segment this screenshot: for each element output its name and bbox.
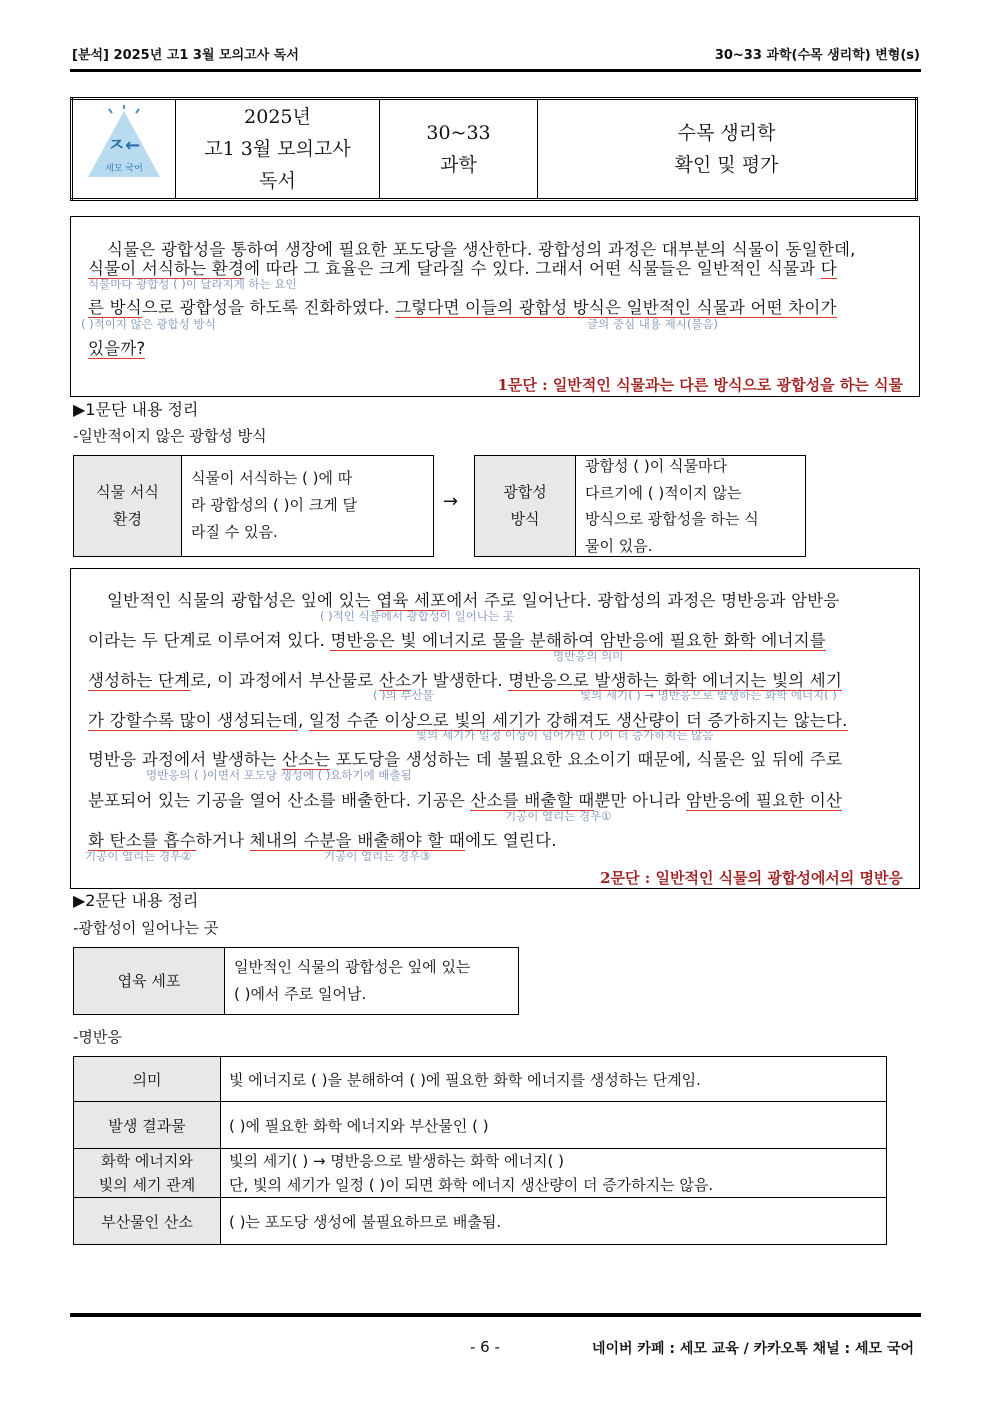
- title-range-cell: [380, 99, 538, 200]
- row-value: ( )는 포도당 생성에 불필요하므로 배출됨.: [221, 1198, 887, 1245]
- row-value: ( )에 필요한 화학 에너지와 부산물인 ( ): [221, 1102, 887, 1149]
- p2-annotation-5: 빛의 세기가 일정 이상이 넘어가면 ( )이 더 증가하지는 않음: [416, 728, 714, 742]
- p1-line3: 른 방식으로 광합성을 하도록 진화하였다. 그렇다면 이들의 광합성 방식은 일반적인 식물과 어떤 차이가: [88, 298, 837, 317]
- p2-annotation-4: 빛의 세기( ) → 명반응으로 발생하는 화학 에너지( ): [580, 688, 837, 702]
- p2-line4: 가 강할수록 많이 생성되는데, 일정 수준 이상으로 빛의 세기가 강해져도 생산량이 더 증가하지는 않는다.: [88, 711, 848, 730]
- title-subject: 독서: [259, 170, 296, 192]
- p1-line1: 식물은 광합성을 통하여 생장에 필요한 포도당을 생산한다. 광합성의 과정은 대부분의 식물이 동일한데,: [107, 240, 856, 259]
- s1-box1-label-line2: 환경: [113, 510, 142, 528]
- row-key: 의미: [74, 1057, 221, 1102]
- s1-box2-text-line2: 다르기에 ( )적이지 않는: [585, 483, 742, 502]
- arrow-right-icon: →: [443, 491, 459, 512]
- title-exam-cell: [176, 99, 380, 200]
- title-year: 2025년: [244, 106, 311, 128]
- section2-heading: ▶2문단 내용 정리: [73, 891, 199, 910]
- section2-subheading-2: -명반응: [73, 1028, 122, 1046]
- table-row: [74, 1102, 887, 1149]
- semo-logo-icon: [84, 105, 164, 183]
- p2-annotation-6: 명반응의 ( )이면서 포도당 생성에 ( )요하기에 배출됨: [146, 768, 412, 782]
- s1-box2-text-line4: 물이 있음.: [585, 536, 653, 555]
- p2-annotation-1: ( )적인 식물에서 광합성이 일어나는 곳: [320, 609, 514, 623]
- title-area: 과학: [440, 154, 477, 176]
- title-range: 30~33: [426, 122, 491, 144]
- p2-line2: 이라는 두 단계로 이루어져 있다. 명반응은 빛 에너지로 물을 분해하여 암반응에 필요한 화학 에너지를: [88, 631, 826, 650]
- table-row: [74, 1149, 887, 1198]
- p1-annotation-2: ( )적이지 않은 광합성 방식: [81, 317, 216, 331]
- row-key: 부산물인 산소: [74, 1198, 221, 1245]
- s1-box2-text-line3: 방식으로 광합성을 하는 식: [585, 510, 759, 528]
- p1-summary: 1문단 : 일반적인 식물과는 다른 방식으로 광합성을 하는 식물: [497, 376, 903, 394]
- row-key: 화학 에너지와 빛의 세기 관계: [74, 1149, 221, 1198]
- s1-box1-text-line1: 식물이 서식하는 ( )에 따: [191, 469, 353, 487]
- title-topic: 수목 생리학: [677, 122, 776, 144]
- s1-box2-content: [575, 455, 806, 557]
- s2-box-content: [224, 947, 519, 1015]
- section1-heading: ▶1문단 내용 정리: [73, 400, 199, 419]
- p1-annotation-3: 글의 중심 내용 제시(물음): [587, 317, 719, 331]
- p2-line6: 분포되어 있는 기공을 열어 산소를 배출한다. 기공은 산소를 배출할 때뿐만 아니라 암반응에 필요한 이산: [88, 791, 843, 810]
- s1-box1-text-line2: 라 광합성의 ( )이 크게 달: [191, 496, 357, 514]
- section2-subheading-1: -광합성이 일어나는 곳: [73, 919, 219, 937]
- s1-box1-label-line1: 식물 서식: [96, 483, 159, 501]
- s1-box2-label-line2: 방식: [510, 510, 540, 528]
- p2-annotation-7: 기공이 열리는 경우①: [505, 809, 612, 823]
- svg-text:ㅈ←: ㅈ←: [107, 135, 141, 156]
- footer-text: 네이버 카페 : 세모 교육 / 카카오톡 채널 : 세모 국어: [591, 1341, 914, 1357]
- title-purpose: 확인 및 평가: [674, 154, 779, 176]
- s1-box1-text-line3: 라질 수 있음.: [191, 523, 278, 541]
- s1-box2-label: [474, 455, 576, 557]
- p1-line2: 식물이 서식하는 환경에 따라 그 효율은 크게 달라질 수 있다. 그래서 어떤 식물들은 일반적인 식물과 다: [88, 259, 837, 278]
- p2-line3: 생성하는 단계로, 이 과정에서 부산물로 산소가 발생한다. 명반응으로 발생하는 화학 에너지는 빛의 세기: [88, 671, 843, 690]
- s2-box-text-line2: ( )에서 주로 일어남.: [234, 985, 367, 1003]
- logo-cell: [72, 99, 176, 200]
- p2-annotation-2: 명반응의 의미: [553, 649, 624, 663]
- p1-line4: 있을까?: [88, 339, 146, 358]
- s1-box2-label-line1: 광합성: [503, 483, 547, 501]
- footer-rule: [70, 1313, 921, 1317]
- table-row: [74, 1057, 887, 1102]
- p2-summary: 2문단 : 일반적인 식물의 광합성에서의 명반응: [600, 869, 903, 887]
- title-exam: 고1 3월 모의고사: [204, 138, 351, 160]
- s1-box1-label: [73, 455, 182, 557]
- p2-annotation-8: 기공이 열리는 경우②: [85, 849, 192, 863]
- s2-box-text-line1: 일반적인 식물의 광합성은 잎에 있는: [234, 958, 471, 976]
- p2-annotation-9: 기공이 열리는 경우③: [324, 849, 431, 863]
- row-key: 발생 결과물: [74, 1102, 221, 1149]
- p2-annotation-3: ( )의 부산물: [373, 688, 434, 702]
- p2-line5: 명반응 과정에서 발생하는 산소는 포도당을 생성하는 데 불필요한 요소이기 때문에, 식물은 잎 뒤에 주로: [88, 750, 843, 769]
- passage-2: [70, 568, 920, 889]
- header-left: [분석] 2025년 고1 3월 모의고사 독서: [72, 48, 299, 63]
- title-block: [70, 97, 918, 201]
- s1-box1-content: [181, 455, 434, 557]
- svg-text:세모 국어: 세모 국어: [105, 164, 143, 174]
- section1-subheading: -일반적이지 않은 광합성 방식: [73, 427, 267, 445]
- title-topic-cell: [538, 99, 917, 200]
- row-value: 빛 에너지로 ( )을 분해하여 ( )에 필요한 화학 에너지를 생성하는 단계임.: [221, 1057, 887, 1102]
- s2-box-label: 엽육 세포: [73, 947, 225, 1015]
- light-reaction-table: [73, 1056, 887, 1245]
- p2-line1: 일반적인 식물의 광합성은 잎에 있는 엽육 세포에서 주로 일어난다. 광합성의 과정은 명반응과 암반응: [107, 591, 840, 610]
- table-row: [74, 1198, 887, 1245]
- page-number: - 6 -: [470, 1338, 500, 1356]
- p1-annotation-1: 식물마다 광합성 ( )이 달라지게 하는 요인: [88, 277, 297, 291]
- s1-box2-text-line1: 광합성 ( )이 식물마다: [585, 457, 727, 475]
- row-value: 빛의 세기( ) → 명반응으로 발생하는 화학 에너지( ) 단, 빛의 세기가 일정 ( )이 되면 화학 에너지 생산량이 더 증가하지는 않음.: [221, 1149, 887, 1198]
- passage-1: [70, 216, 920, 397]
- header-right: 30~33 과학(수목 생리학) 변형(s): [714, 48, 920, 63]
- header-rule: [70, 69, 921, 72]
- p2-line7: 화 탄소를 흡수하거나 체내의 수분을 배출해야 할 때에도 열린다.: [88, 831, 557, 850]
